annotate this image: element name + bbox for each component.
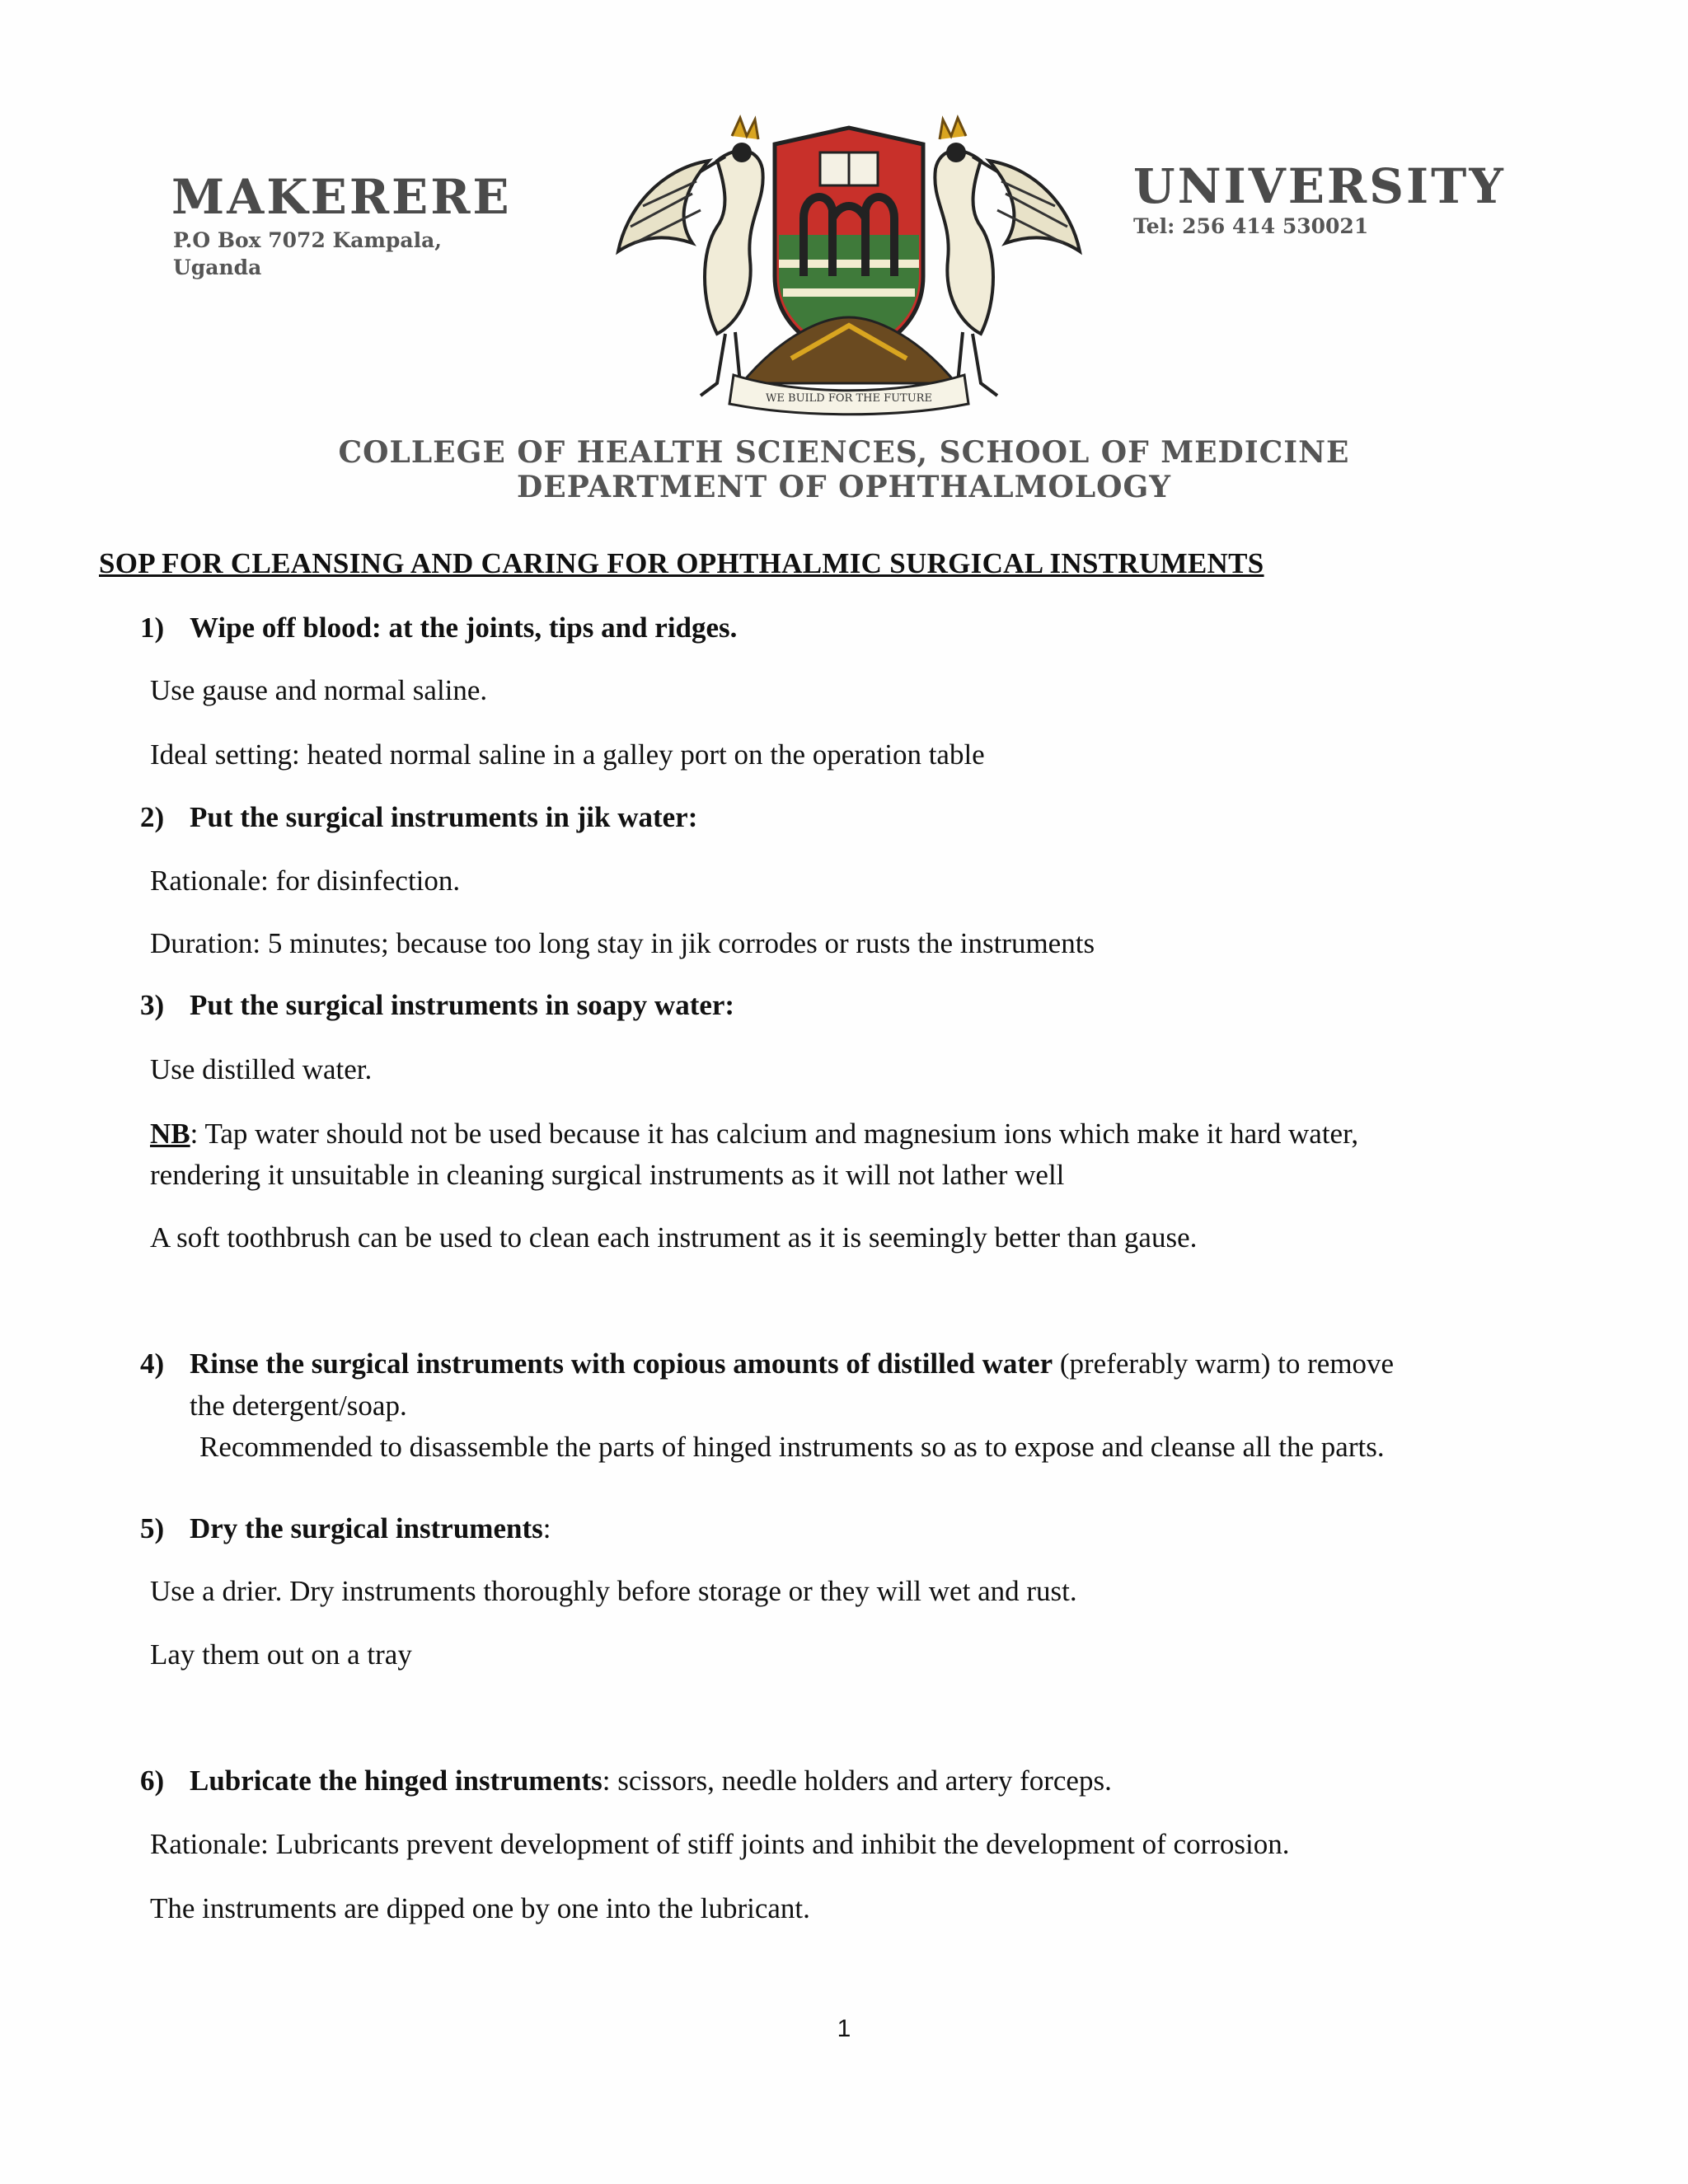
section-4-line-1: the detergent/soap. <box>190 1390 407 1422</box>
letterhead-left-name: MAKERERE <box>171 169 512 225</box>
letterhead-telephone: Tel: 256 414 530021 <box>1133 214 1369 238</box>
section-6-line-1: Rationale: Lubricants prevent development of stiff joints and inhibit the development of corrosion. <box>150 1828 1290 1860</box>
section-3-heading <box>140 989 734 1022</box>
section-6-heading <box>140 1760 1112 1802</box>
section-3-nb-line-2: rendering it unsuitable in cleaning surgical instruments as it will not lather well <box>150 1159 1065 1191</box>
letterhead-address-line-1: P.O Box 7072 Kampala, <box>173 228 443 252</box>
section-2-number: 2) <box>140 801 165 833</box>
section-6-line-2: The instruments are dipped one by one into the lubricant. <box>150 1892 810 1924</box>
section-3-line-1: Use distilled water. <box>150 1053 373 1085</box>
section-2-heading-text: Put the surgical instruments in jik water: <box>190 801 698 833</box>
section-1-number: 1) <box>140 612 165 644</box>
section-4-heading-text: Rinse the surgical instruments with copious amounts of distilled water <box>190 1347 1053 1380</box>
section-2-line-1: Rationale: for disinfection. <box>150 865 461 897</box>
page-number: 1 <box>837 2015 851 2042</box>
section-6-heading-text: Lubricate the hinged instruments <box>190 1765 603 1797</box>
section-4-line-2: Recommended to disassemble the parts of hinged instruments so as to expose and cleanse all the parts. <box>199 1431 1385 1463</box>
nb-label: NB <box>150 1118 190 1150</box>
letterhead-right-name: UNIVERSITY <box>1133 158 1506 214</box>
section-1-heading <box>140 612 737 644</box>
section-3-line-2: A soft toothbrush can be used to clean each instrument as it is seemingly better than gause. <box>150 1221 1198 1254</box>
section-5-number: 5) <box>140 1512 165 1544</box>
section-3-heading-text: Put the surgical instruments in soapy water: <box>190 989 735 1021</box>
department-line: DEPARTMENT OF OPHTHALMOLOGY <box>517 470 1171 504</box>
section-1-line-2: Ideal setting: heated normal saline in a galley port on the operation table <box>150 738 985 771</box>
section-5-heading <box>140 1507 551 1549</box>
section-2-line-2: Duration: 5 minutes; because too long stay in jik corrodes or rusts the instruments <box>150 927 1095 959</box>
section-5-line-2: Lay them out on a tray <box>150 1638 412 1671</box>
letterhead-address-line-2: Uganda <box>173 255 262 279</box>
section-4-heading <box>140 1343 1394 1385</box>
section-6-heading-rest: : scissors, needle holders and artery forceps. <box>602 1765 1112 1797</box>
college-line: COLLEGE OF HEALTH SCIENCES, SCHOOL OF MEDICINE <box>338 435 1350 470</box>
university-crest-logo <box>593 111 1104 416</box>
section-4-number: 4) <box>140 1347 165 1380</box>
section-5-heading-rest: : <box>542 1512 551 1544</box>
svg-text:WE BUILD FOR THE FUTURE: WE BUILD FOR THE FUTURE <box>766 392 932 405</box>
section-5-line-1: Use a drier. Dry instruments thoroughly before storage or they will wet and rust. <box>150 1575 1077 1607</box>
section-3-number: 3) <box>140 989 165 1021</box>
section-5-heading-text: Dry the surgical instruments <box>190 1512 543 1544</box>
document-title: SOP FOR CLEANSING AND CARING FOR OPHTHALMIC SURGICAL INSTRUMENTS <box>99 547 1264 579</box>
section-3-nb-line-1 <box>150 1113 1358 1155</box>
nb-text: : Tap water should not be used because it has calcium and magnesium ions which make it hard water, <box>190 1118 1359 1150</box>
section-1-heading-text: Wipe off blood: at the joints, tips and ridges. <box>190 612 738 644</box>
section-1-line-1: Use gause and normal saline. <box>150 674 488 706</box>
section-4-heading-rest: (preferably warm) to remove <box>1053 1347 1395 1380</box>
section-2-heading <box>140 801 697 834</box>
section-6-number: 6) <box>140 1765 165 1797</box>
